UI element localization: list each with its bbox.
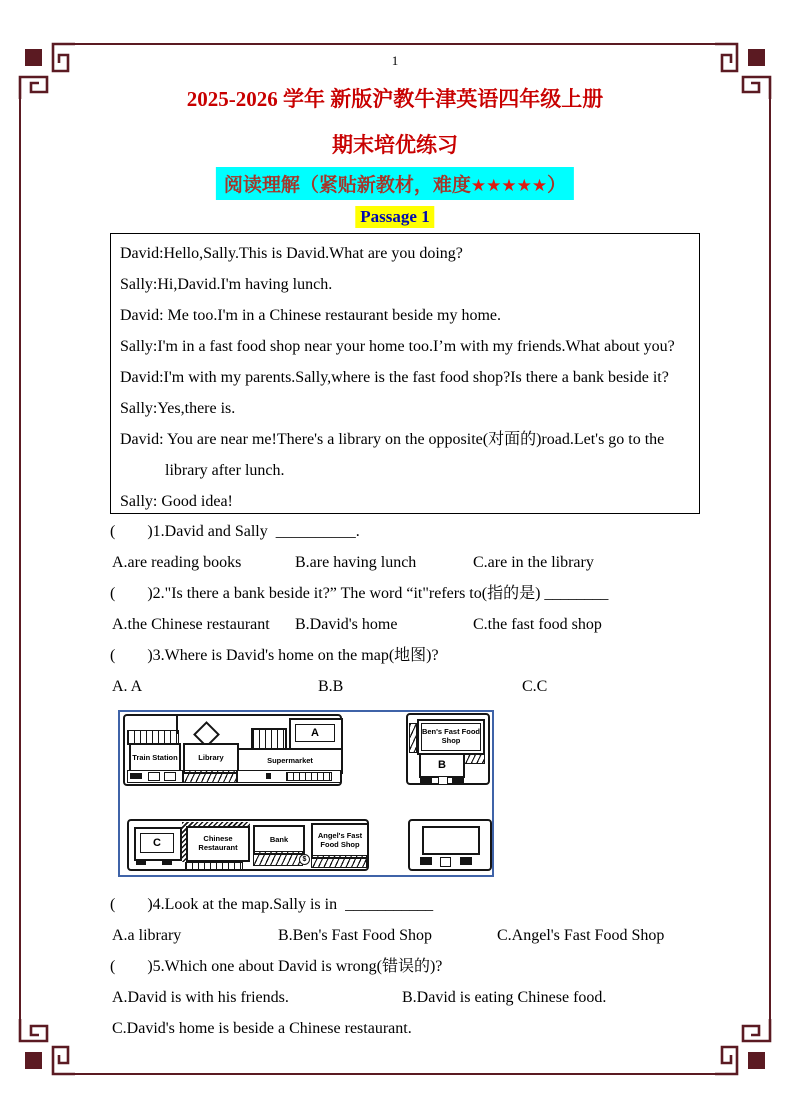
option-c: C.David's home is beside a Chinese restaurant. [112, 1020, 412, 1037]
option-c: C.Angel's Fast Food Shop [497, 927, 665, 944]
map-building-b: B [419, 753, 465, 778]
map-block-top-left [123, 714, 342, 786]
document-subtitle: 期末培优练习 [332, 133, 458, 157]
dialogue-line: David:I'm with my parents.Sally,where is the fast food shop?Is there a bank beside it? [120, 369, 669, 386]
passage-label: Passage 1 [355, 206, 434, 228]
map-block-top-right [406, 713, 490, 785]
map-building-train-station: Train Station [129, 743, 181, 774]
option-b: B.are having lunch [295, 554, 417, 571]
option-b: B.Ben's Fast Food Shop [278, 927, 433, 944]
frame-right-line [769, 98, 771, 1020]
station-base [127, 770, 183, 783]
dialogue-line: Sally:Hi,David.I'm having lunch. [120, 276, 333, 293]
question-stem-1: ( )1.David and Sally __________. [110, 523, 360, 540]
dialogue-line: Sally: Good idea! [120, 493, 233, 510]
question-2-options [110, 614, 710, 645]
section-banner-close: ） [547, 175, 567, 196]
document-title: 2025-2026 学年 新版沪教牛津英语四年级上册 [186, 87, 604, 111]
question-stem-2: ( )2."Is there a bank beside it?” The word “it"refers to(指的是) ________ [110, 585, 609, 602]
frame-left-line [19, 98, 21, 1020]
dialogue-line: David: Me too.I'm in a Chinese restaurant beside my home. [120, 307, 502, 324]
option-b: B.B [318, 678, 344, 695]
option-c: C.are in the library [473, 554, 594, 571]
dialogue-line: Sally:I'm in a fast food shop near your home too.I’m with my friends.What about you? [120, 338, 675, 355]
map-building-bank: Bank [253, 825, 305, 855]
frame-top-line [75, 43, 715, 45]
option-c: C.the fast food shop [473, 616, 602, 633]
dialogue-line: library after lunch. [165, 462, 285, 479]
map-building-unlabeled [422, 826, 480, 855]
dialogue-line: David:Hello,Sally.This is David.What are you doing? [120, 245, 463, 262]
map-block-bottom-left [127, 819, 369, 871]
dialogue-box [110, 233, 700, 514]
option-a: A.David is with his friends. [112, 989, 289, 1006]
section-banner-text: 阅读理解（紧贴新教材，难度 [223, 175, 471, 196]
question-4-options [110, 925, 710, 956]
dialogue-line: David: You are near me!There's a library on the opposite(对面的)road.Let's go to the [120, 431, 665, 448]
frame-bottom-line [75, 1073, 715, 1075]
map-building-chinese-restaurant: Chinese Restaurant [182, 822, 250, 862]
dialogue-line: Sally:Yes,there is. [120, 400, 236, 417]
difficulty-stars-icon: ★★★★★ [470, 176, 548, 196]
map-figure [118, 710, 494, 877]
question-3-options [110, 676, 710, 707]
library-base [183, 770, 237, 783]
supermarket-base [237, 770, 341, 783]
cart-icon [251, 728, 287, 750]
map-building-c: C [134, 827, 182, 861]
bens-windows [463, 753, 485, 764]
dollar-icon: $ [299, 854, 310, 865]
option-a: A.a library [112, 927, 182, 944]
map-building-supermarket: Supermarket [237, 748, 343, 774]
bank-base [253, 851, 303, 866]
option-a: A.the Chinese restaurant [112, 616, 270, 633]
angels-base [311, 855, 367, 868]
option-a: A.are reading books [112, 554, 242, 571]
question-5-options [110, 987, 710, 1018]
option-a: A. A [112, 678, 143, 695]
question-stem-5: ( )5.Which one about David is wrong(错误的)? [110, 958, 443, 975]
map-building-angels-fast-food-shop: Angel's Fast Food Shop [311, 823, 369, 859]
question-5-option-c-row [110, 1018, 710, 1049]
map-building-library: Library [183, 743, 239, 774]
corner-ornament-bottom-left-icon [15, 1019, 75, 1079]
option-c: C.C [522, 678, 548, 695]
restaurant-awning-strip [185, 862, 243, 870]
map-building-a: A [289, 718, 343, 754]
question-stem-4: ( )4.Look at the map.Sally is in ___________ [110, 896, 434, 913]
page-number: 1 [391, 53, 399, 68]
bens-side-hatch [409, 723, 417, 753]
map-building-bens-fast-food-shop: Ben's Fast Food Shop [417, 719, 485, 755]
corner-ornament-bottom-right-icon [715, 1019, 775, 1079]
question-stem-3: ( )3.Where is David's home on the map(地图)? [110, 647, 439, 664]
section-banner [216, 167, 574, 200]
map-block-bottom-right [408, 819, 492, 871]
option-b: B.David's home [295, 616, 398, 633]
option-b: B.David is eating Chinese food. [402, 989, 607, 1006]
question-1-options [110, 552, 710, 583]
